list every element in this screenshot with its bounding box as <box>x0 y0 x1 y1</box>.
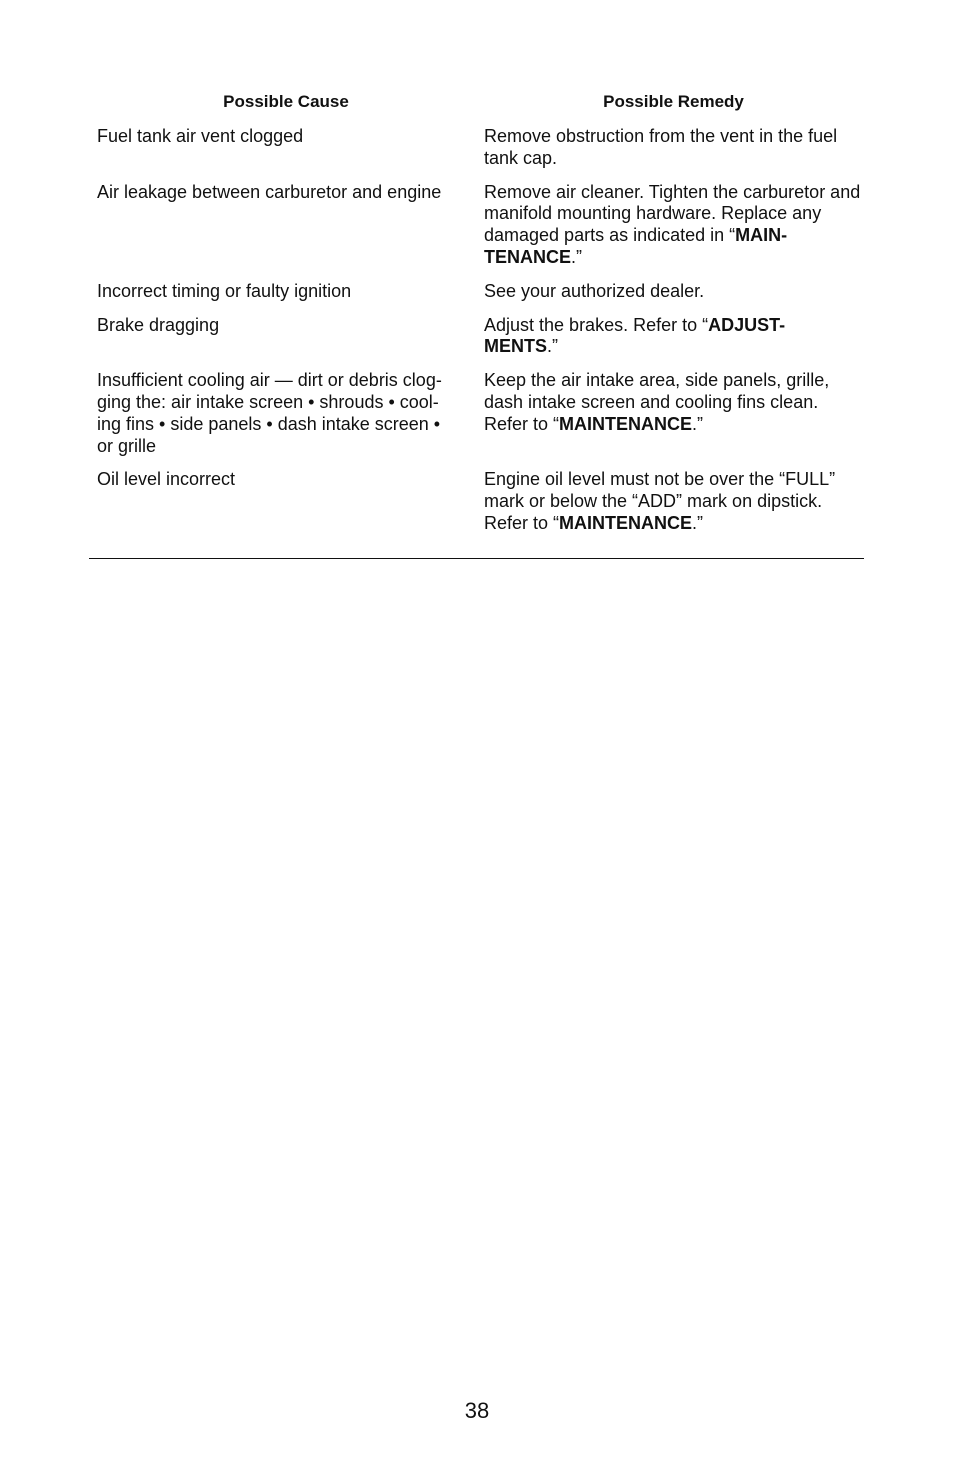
remedy-text: .” <box>547 336 558 357</box>
remedy-cell: See your authorized dealer. <box>484 280 705 301</box>
table-row <box>89 370 864 457</box>
table-row <box>89 182 864 269</box>
remedy-emphasis: MAINTENANCE <box>559 413 693 434</box>
cause-cell <box>89 370 484 457</box>
table-row <box>89 281 864 303</box>
remedy-emphasis: MAINTENANCE <box>559 512 693 533</box>
remedy-cell <box>484 370 864 457</box>
table-row <box>89 315 864 359</box>
remedy-text: Remove air cleaner. Tighten the carburetor and manifold mounting hardware. Replace any damaged parts as indicated in “ <box>484 181 861 246</box>
remedy-emphasis: MAIN- <box>735 225 788 246</box>
remedy-cell: Remove obstruction from the vent in the fuel tank cap. <box>484 126 838 168</box>
cause-cell: Incorrect timing or faulty ignition <box>97 280 352 301</box>
remedy-emphasis: MENTS <box>484 336 547 357</box>
remedy-text: .” <box>692 413 704 434</box>
remedy-cell <box>484 315 864 359</box>
remedy-text: Keep the air intake area, side panels, grille, dash intake screen and cooling fins clean. Refer to “ <box>484 370 830 434</box>
remedy-emphasis: TENANCE <box>484 246 572 267</box>
troubleshooting-table <box>89 92 864 535</box>
remedy-text: .” <box>692 512 704 533</box>
cause-cell: Brake dragging <box>97 314 220 335</box>
table-row <box>89 126 864 170</box>
cause-line: Insufficient cooling air — dirt or debris clog- <box>97 370 442 391</box>
cause-cell: Fuel tank air vent clogged <box>97 126 304 146</box>
remedy-cell <box>484 469 864 534</box>
remedy-emphasis: ADJUST- <box>708 314 786 335</box>
remedy-cell <box>484 182 864 269</box>
cause-line: ing fins • side panels • dash intake screen • <box>97 413 441 434</box>
cause-line: ging the: air intake screen • shrouds • cool- <box>97 391 439 412</box>
table-header <box>89 92 864 126</box>
cause-cell: Oil level incorrect <box>97 469 236 490</box>
table-row <box>89 469 864 534</box>
page-number: 38 <box>464 1398 490 1423</box>
cause-cell: Air leakage between carburetor and engine <box>97 181 442 202</box>
remedy-text: .” <box>571 246 583 267</box>
remedy-text: Adjust the brakes. Refer to “ <box>484 314 709 335</box>
header-possible-cause: Possible Cause <box>223 92 349 111</box>
remedy-text: Engine oil level must not be over the “FULL” mark or below the “ADD” mark on dipstick. Refer to “ <box>484 469 836 533</box>
cause-line: or grille <box>97 435 157 456</box>
table-bottom-rule <box>89 558 864 559</box>
header-possible-remedy: Possible Remedy <box>603 92 744 111</box>
